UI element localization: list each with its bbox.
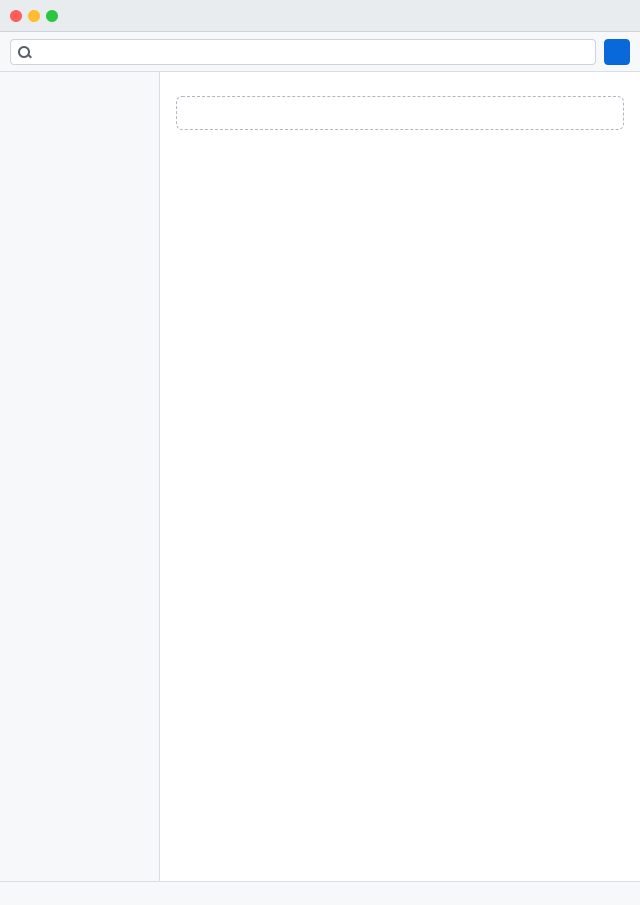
content-area [0,72,640,881]
search-input[interactable] [37,41,589,63]
main-panel [160,72,640,881]
toolbar [0,32,640,72]
search-box[interactable] [10,39,596,65]
search-icon [17,45,31,59]
title-bar [0,0,640,32]
primary-action-button[interactable] [604,39,630,65]
status-bar [0,881,640,905]
main-body-text [176,96,624,130]
close-window-button[interactable] [10,10,22,22]
minimize-window-button[interactable] [28,10,40,22]
sidebar [0,72,160,881]
maximize-window-button[interactable] [46,10,58,22]
